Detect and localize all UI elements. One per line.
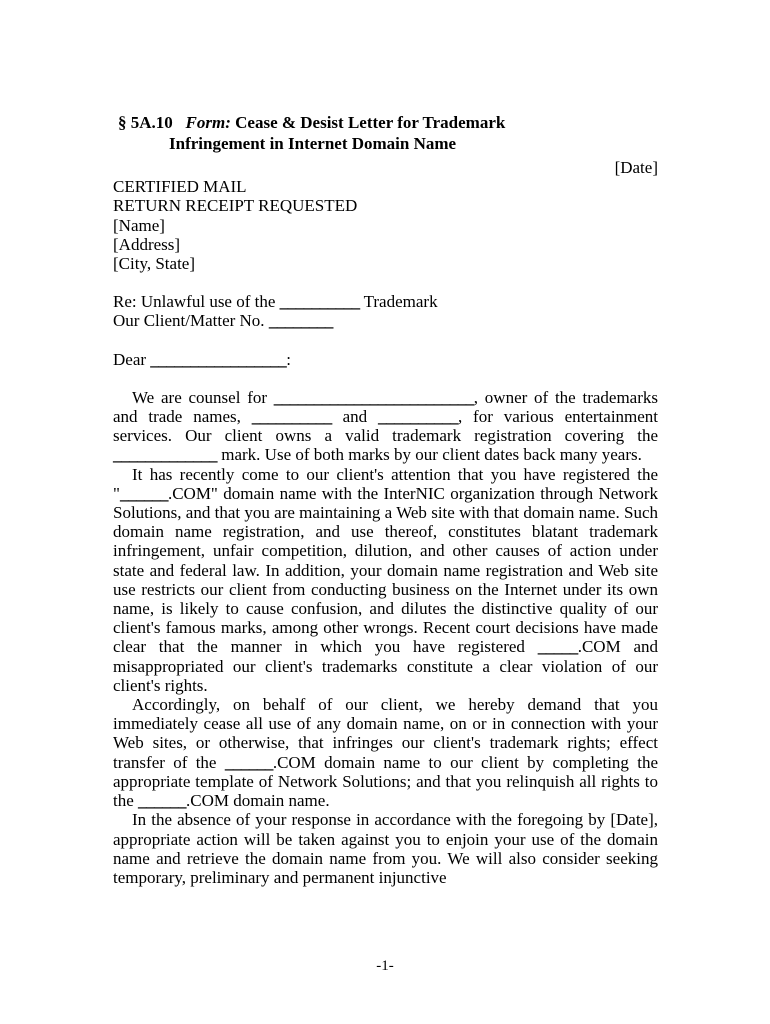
re-suffix: Trademark (363, 292, 438, 312)
page-number: -1- (376, 958, 394, 974)
salutation-prefix: Dear (113, 349, 147, 369)
salutation (113, 350, 658, 369)
re-line-matter (113, 311, 658, 330)
matter-prefix: Our Client/Matter No. (113, 311, 265, 331)
paragraph-registration: It has recently come to our client's attention that you have registered the "______.COM" domain name with the InterNIC organization through Network Solutions, and that you are maintaining a Web site with that domain name. Such domain name registration, and use thereof, constitutes blatant trademark infringement, unfair competition, dilution, and other causes of action under state and federal law. In addition, your domain name registration and Web site use restricts our client from conducting business on the Internet under its own name, is likely to cause confusion, and dilutes the distinctive quality of our client's famous marks, among other wrongs. Recent court decisions have made clear that the manner in which you have registered _____.COM and misappropriated our client's trademarks constitute a clear violation of our client's rights. (113, 464, 659, 695)
document-heading (118, 112, 658, 154)
re-prefix: Re: Unlawful use of the (113, 292, 276, 312)
section-number: § 5A.10 (118, 113, 173, 132)
address-line-certified: CERTIFIED MAIL (113, 177, 247, 197)
title-line-2: Infringement in Internet Domain Name (169, 134, 457, 153)
title-line-1: Cease & Desist Letter for Trademark (235, 113, 506, 132)
paragraph-action: In the absence of your response in accordance with the foregoing by [Date], appropriate action will be taken against you to enjoin your use of the domain name and retrieve the domain name from you. We will also consider seeking temporary, preliminary and permanent injunctive (113, 810, 658, 887)
matter-number-blank: ________ (268, 311, 333, 331)
address-line-city-state: [City, State] (113, 254, 195, 274)
address-line-return-receipt: RETURN RECEIPT REQUESTED (113, 196, 358, 216)
paragraph-counsel: We are counsel for _________________________, owner of the trademarks and trade names, __________ and __________, for various entertainment services. Our client owns a valid trademark registration covering the _____________ mark. Use of both marks by our client dates back many years. (113, 387, 659, 465)
date-placeholder: [Date] (614, 158, 658, 177)
paragraph-demand: Accordingly, on behalf of our client, we hereby demand that you immediately cease all use of any domain name, on or in connection with your Web sites, or otherwise, that infringes our client's trademark rights; effect transfer of the ______.COM domain name to our client by completing the appropriate template of Network Solutions; and that you relinquish all rights to the ______.COM domain name. (113, 695, 659, 811)
re-line-trademark (113, 292, 658, 311)
recipient-blank: _________________ (150, 349, 287, 369)
address-block (113, 177, 658, 273)
address-line-name: [Name] (113, 215, 165, 235)
address-line-address: [Address] (113, 234, 181, 254)
letter-body (113, 158, 658, 887)
form-label: Form: (185, 113, 231, 132)
re-block (113, 292, 658, 330)
salutation-colon: : (286, 349, 292, 369)
trademark-blank: __________ (279, 292, 360, 312)
